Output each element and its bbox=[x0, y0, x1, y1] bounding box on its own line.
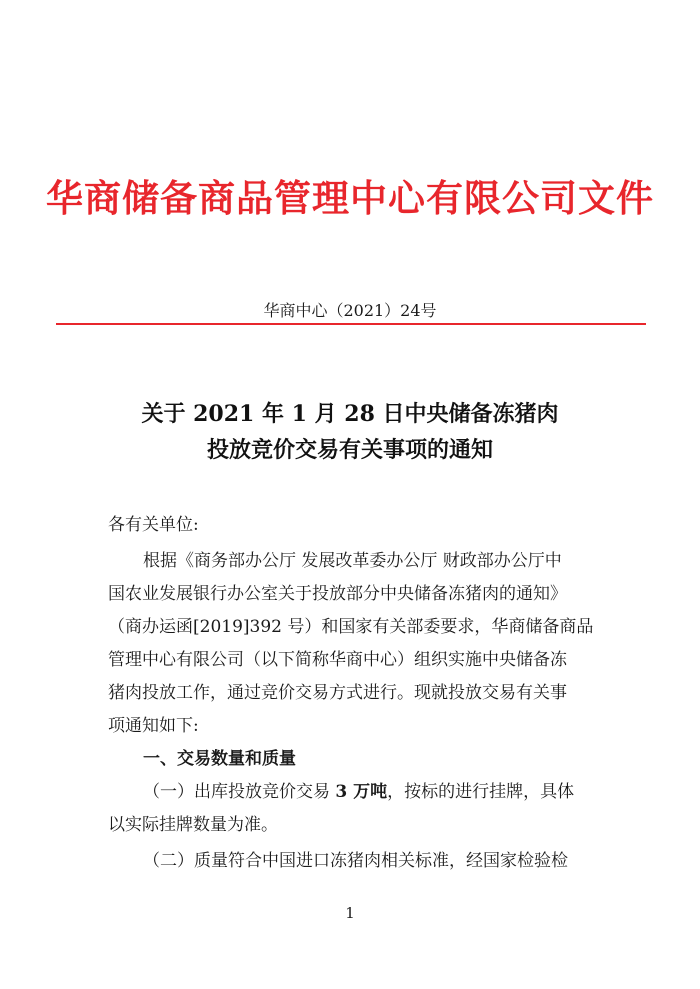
item-1-suffix: ，按标的进行挂牌，具体 bbox=[387, 782, 575, 802]
paragraph-line: 根据《商务部办公厅 发展改革委办公厅 财政部办公厅中 bbox=[143, 551, 562, 571]
page-number: 1 bbox=[345, 904, 355, 922]
document-number: 华商中心（2021）24号 bbox=[263, 301, 437, 320]
notice-title-line-1: 关于 2021 年 1 月 28 日中央储备冻猪肉 bbox=[141, 401, 559, 427]
item-1-prefix: （一）出库投放竞价交易 bbox=[143, 782, 336, 802]
item-1-quantity: 3 万吨 bbox=[335, 782, 388, 802]
paragraph-line: 猪肉投放工作，通过竞价交易方式进行。现就投放交易有关事 bbox=[108, 683, 567, 703]
paragraph-line: 管理中心有限公司（以下简称华商中心）组织实施中央储备冻 bbox=[108, 650, 567, 670]
paragraph-line: （商办运函[2019]392 号）和国家有关部委要求，华商储备商品 bbox=[108, 617, 594, 637]
salutation: 各有关单位: bbox=[108, 515, 199, 535]
item-1-line-1 bbox=[143, 777, 574, 802]
item-1-line-2: 以实际挂牌数量为准。 bbox=[108, 815, 278, 835]
red-divider-line bbox=[56, 323, 646, 325]
item-2-line-1: （二）质量符合中国进口冻猪肉相关标准，经国家检验检 bbox=[143, 851, 568, 871]
organization-header: 华商储备商品管理中心有限公司文件 bbox=[46, 177, 654, 220]
paragraph-line: 国农业发展银行办公室关于投放部分中央储备冻猪肉的通知》 bbox=[108, 584, 567, 604]
section-heading: 一、交易数量和质量 bbox=[143, 749, 296, 769]
paragraph-line: 项通知如下: bbox=[108, 716, 199, 736]
notice-title-line-2: 投放竞价交易有关事项的通知 bbox=[206, 437, 493, 463]
